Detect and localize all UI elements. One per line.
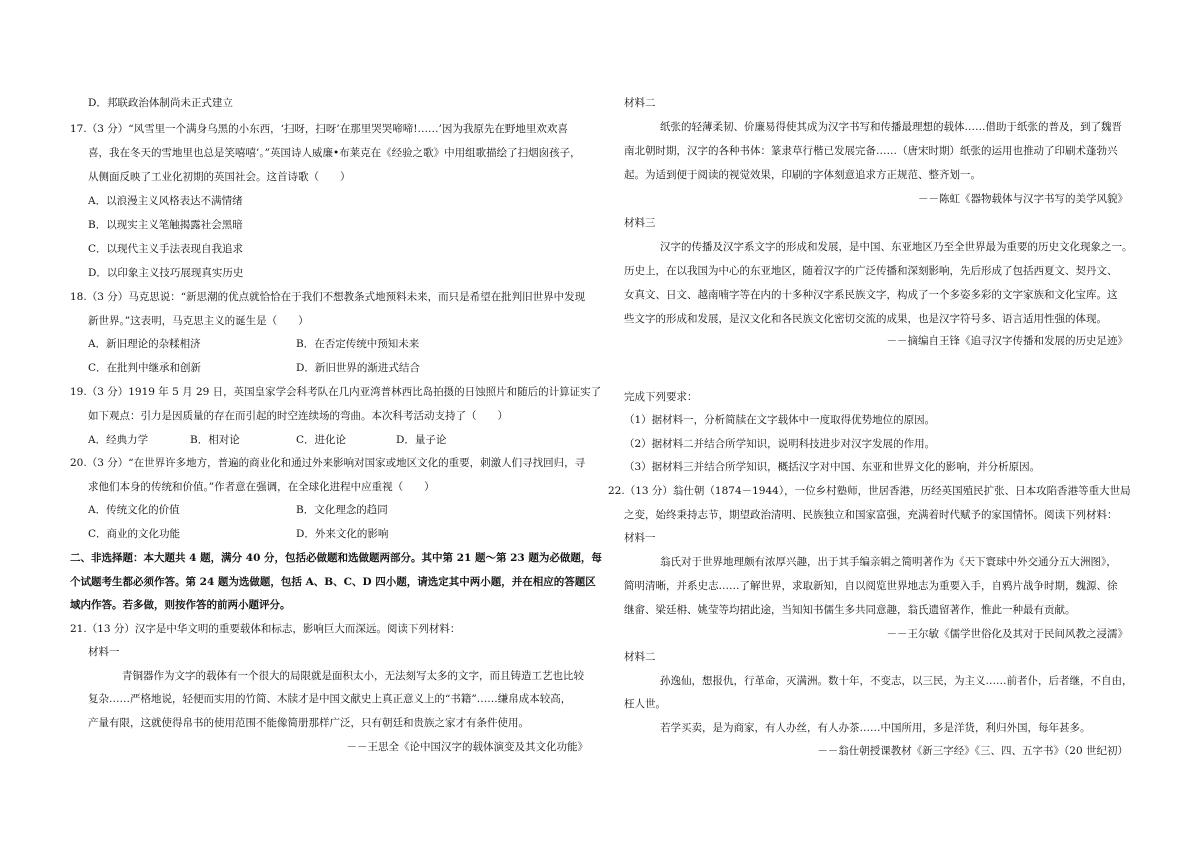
q22-material-2-line-2: 枉人世。 <box>624 698 666 710</box>
q19-stem-line-2: 如下观点：引力是因质量的存在而引起的时空连续场的弯曲。本次科考活动支持了（ ） <box>88 410 508 422</box>
q21-intro: 21.（13 分）汉字是中华文明的重要载体和标志，影响巨大而深远。阅读下列材料： <box>70 623 461 635</box>
q19-option-d: D．量子论 <box>396 434 447 446</box>
q18-option-b: B．在否定传统中预知未来 <box>296 338 420 350</box>
q19-stem-line-1: 19.（3 分）1919 年 5 月 29 日，英国皇家学会科考队在几内亚湾普林西比岛拍摄的日蚀照片和随后的计算证实了 <box>70 386 602 398</box>
q21-material-2-title: 材料二 <box>624 97 656 109</box>
q21-requirement-3: （3）据材料三并结合所学知识，概括汉字对中国、东亚和世界文化的影响，并分析原因。 <box>624 461 1041 473</box>
q20-option-b: B．文化理念的趋同 <box>296 504 388 516</box>
q19-option-b: B．相对论 <box>190 434 240 446</box>
q21-material-2-source: －－陈虹《器物载体与汉字书写的美学风貌》 <box>918 193 1128 205</box>
q21-material-1-line-1: 青铜器作为文字的载体有一个很大的局限就是面积太小，无法刻写太多的文字，而且铸造工艺也比较 <box>122 670 584 682</box>
q17-option-c: C．以现代主义手法表现自我追求 <box>88 243 244 255</box>
q19-option-a: A．经典力学 <box>88 434 149 446</box>
q21-material-2-line-1: 纸张的轻薄柔韧、价廉易得使其成为汉字书写和传播最理想的载体……借助于纸张的普及，到了魏晋 <box>660 121 1122 133</box>
q20-stem-line-2: 求他们本身的传统和价值。”作者意在强调，在全球化进程中应重视（ ） <box>88 481 435 493</box>
q21-material-1-source: －－王思全《论中国汉字的载体演变及其文化功能》 <box>346 741 588 753</box>
q19-option-c: C．进化论 <box>296 434 347 446</box>
q20-stem-line-1: 20.（3 分）“在世界许多地方，普遍的商业化和通过外来影响对国家或地区文化的重要，刺激人们寻找回归，寻 <box>70 457 586 469</box>
q22-material-2-line-1: 孙逸仙，想报仇，行革命，灭满洲。数十年，不变志，以三民，为主义……前者仆，后者继，不自由， <box>660 675 1133 687</box>
q21-material-1-line-2: 复杂……严格地说，轻便而实用的竹简、木牍才是中国文献史上真正意义上的“书籍”……缣帛成本较高， <box>88 693 572 705</box>
q17-stem-line-2: 喜，我在冬天的雪地里也总是笑嘻嘻’。”英国诗人威廉•布莱克在《经验之歌》中用组歌描绘了扫烟囱孩子， <box>88 147 581 159</box>
q18-option-c: C．在批判中继承和创新 <box>88 362 202 374</box>
q20-option-d: D．外来文化的影响 <box>296 528 389 540</box>
q22-material-2-title: 材料二 <box>624 651 656 663</box>
q21-material-3-line-2: 历史上，在以我国为中心的东亚地区，随着汉字的广泛传播和深刻影响，先后形成了包括西夏文、契丹文、 <box>624 265 1118 277</box>
section-2-heading-line-1: 二、非选择题：本大题共 4 题，满分 40 分，包括必做题和选做题两部分。其中第 21 题～第 23 题为必做题，每 <box>70 552 602 564</box>
q20-option-a: A．传统文化的价值 <box>88 504 180 516</box>
q21-requirement-1: （1）据材料一，分析简牍在文字载体中一度取得优势地位的原因。 <box>624 414 936 426</box>
q22-material-2-line-3: 若学买卖，是为商家，有人办丝，有人办茶……中国所用，多是洋货，利归外国，每年甚多。 <box>660 722 1091 734</box>
q22-material-1-line-3: 继畲、梁廷枏、姚莹等均捃此途，当知知书儒生多共同意趣，翁氏遗留著作，惟此一种最有贡献。 <box>624 604 1076 616</box>
q22-material-1-title: 材料一 <box>624 532 656 544</box>
q21-material-3-line-1: 汉字的传播及汉字系文字的形成和发展，是中国、东亚地区乃至全世界最为重要的历史文化现象之一。 <box>660 241 1133 253</box>
q22-material-2-source: －－翁仕朝授课教材《新三字经》《三、四、五字书》（20 世纪初） <box>817 745 1128 757</box>
q21-material-3-title: 材料三 <box>624 217 656 229</box>
q18-stem-line-1: 18.（3 分）马克思说：“新思潮的优点就恰恰在于我们不想教条式地预料未来，而只是希望在批判旧世界中发现 <box>70 291 586 303</box>
q21-material-1-line-3: 产量有限，这就使得帛书的使用范围不能像简册那样广泛，只有朝廷和贵族之家才有条件使用。 <box>88 717 529 729</box>
q17-option-b: B．以现实主义笔触揭露社会黑暗 <box>88 219 243 231</box>
q17-option-a: A．以浪漫主义风格表达不满情绪 <box>88 195 243 207</box>
q22-material-1-source: －－王尔敏《儒学世俗化及其对于民间风教之浸濡》 <box>886 628 1128 640</box>
q18-stem-line-2: 新世界。”这表明，马克思主义的诞生是（ ） <box>88 315 309 327</box>
q22-material-1-line-2: 简明清晰，并系史志……了解世界，求取新知，自以阅览世界地志为重要入手，自鸦片战争时期，魏源、徐 <box>624 580 1118 592</box>
q21-requirements-title: 完成下列要求： <box>624 391 698 403</box>
q18-option-d: D．新旧世界的渐进式结合 <box>296 362 420 374</box>
q17-stem-line-3: 从侧面反映了工业化初期的英国社会。这首诗歌（ ） <box>88 171 351 183</box>
q21-material-1-title: 材料一 <box>88 646 120 658</box>
q21-material-2-line-3: 起。为适到便于阅读的视觉效果，印刷的字体刻意追求方正规范、整齐划一。 <box>624 169 981 181</box>
q22-material-1-line-1: 翁氏对于世界地理颇有浓厚兴趣，出于其手编亲辑之简明著作为《天下寰球中外交通分五大洲图》， <box>660 556 1117 568</box>
q22-intro-line-2: 之变，始终秉持志节，期望政治清明、民族独立和国家富强，充满着时代赋予的家国情怀。阅读下列材料： <box>624 509 1118 521</box>
q21-requirement-2: （2）据材料二并结合所学知识，说明科技进步对汉字发展的作用。 <box>624 438 936 450</box>
q21-material-3-line-3: 女真文、日文、越南喃字等在内的十多种汉字系民族文字，构成了一个多姿多彩的文字家族和文化宝库。这 <box>624 289 1118 301</box>
q18-option-a: A．新旧理论的杂糅相济 <box>88 338 201 350</box>
section-2-heading-line-2: 个试题考生都必须作答。第 24 题为选做题，包括 A、B、C、D 四小题，请选定其中两小题，并在相应的答题区 <box>70 576 596 588</box>
q20-option-c: C．商业的文化功能 <box>88 528 181 540</box>
q17-option-d: D．以印象主义技巧展现真实历史 <box>88 267 244 279</box>
q17-stem-line-1: 17.（3 分）“风雪里一个满身乌黑的小东西，‘扫呀，扫呀’在那里哭哭啼啼!……’因为我原先在野地里欢欢喜 <box>70 123 568 135</box>
section-2-heading-line-3: 域内作答。若多做，则按作答的前两小题评分。 <box>70 599 291 611</box>
q21-material-3-source: －－摘编自王锋《追寻汉字传播和发展的历史足迹》 <box>886 335 1128 347</box>
q21-material-2-line-2: 南北朝时期，汉字的各种书体：篆隶草行楷已发展完备……（唐宋时期）纸张的运用也推动了印刷术蓬勃兴 <box>624 145 1118 157</box>
q21-material-3-line-4: 些文字的形成和发展，是汉文化和各民族文化密切交流的成果，也是汉字符号多、语言适用性强的体现。 <box>624 313 1107 325</box>
q16-option-d: D．邦联政治体制尚未正式建立 <box>88 97 233 109</box>
q22-intro-line-1: 22.（13 分）翁仕朝（1874－1944），一位乡村塾师，世居香港，历经英国殖民扩张、日本攻陷香港等重大世局 <box>608 485 1131 497</box>
